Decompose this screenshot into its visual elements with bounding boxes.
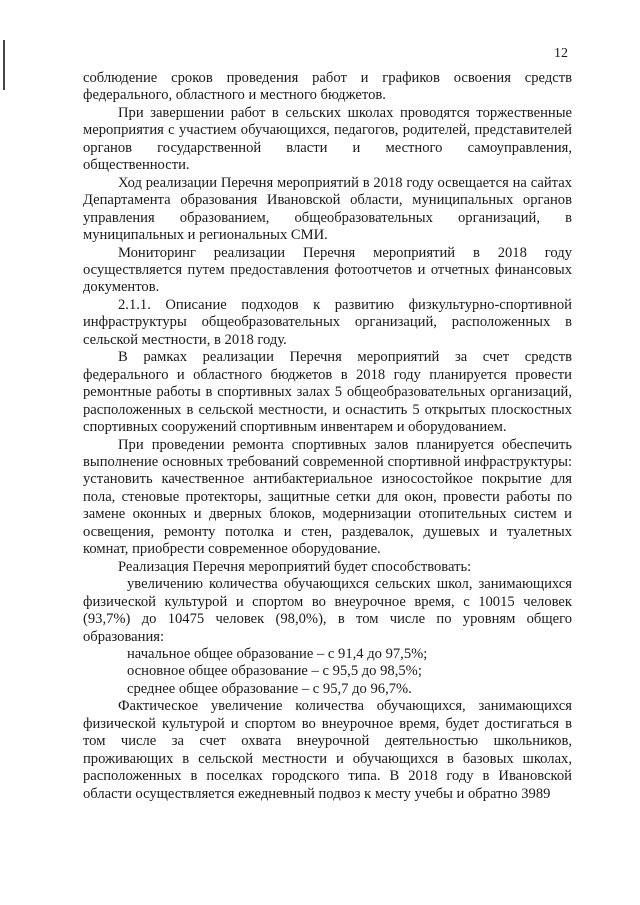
list-item-secondary-education: среднее общее образование – с 95,7 до 96,7%.	[127, 680, 412, 697]
scan-edge-mark	[3, 40, 5, 90]
document-body	[83, 70, 572, 803]
paragraph-budget-continuation: соблюдение сроков проведения работ и графиков освоения средств федерального, областного и местного бюджетов.	[83, 70, 572, 104]
list-item-basic-education: основное общее образование – с 95,5 до 98,5%;	[127, 663, 422, 680]
paragraph-media-coverage: Ход реализации Перечня мероприятий в 2018 году освещается на сайтах Департамента образования Ивановской области, муниципальных органов управления образованием, общеобразовательных организаций, в муниципальных и региональных СМИ.	[83, 174, 572, 244]
paragraph-actual-increase: Фактическое увеличение количества обучающихся, занимающихся физической культурой и спортом во внеурочное время, будет достигаться в том числе за счет охвата внеурочной деятельностью школьников, проживающих в сельской местности и обучающихся в базовых школах, расположенных в поселках городского типа. В 2018 году в Ивановской области осуществляется ежедневный подвоз к месту учебы и обратно 3989	[83, 698, 572, 802]
paragraph-contribution-intro: Реализация Перечня мероприятий будет способствовать:	[118, 558, 472, 575]
paragraph-monitoring: Мониторинг реализации Перечня мероприятий в 2018 году осуществляется путем предоставления фотоотчетов и отчетных финансовых документов.	[83, 244, 572, 296]
list-item-primary-education: начальное общее образование – с 91,4 до 97,5%;	[127, 645, 428, 662]
paragraph-ceremonies: При завершении работ в сельских школах проводятся торжественные мероприятия с участием обучающихся, педагогов, родителей, представителей органов государственной власти и местного самоуправления, общественности.	[83, 104, 572, 174]
paragraph-repair-plan: В рамках реализации Перечня мероприятий за счет средств федерального и областного бюджетов в 2018 году планируется провести ремонтные работы в спортивных залах 5 общеобразовательных организаций, расположенных в сельской местности, и оснастить 5 открытых плоскостных спортивных сооружений спортивным инвентарем и оборудованием.	[83, 349, 572, 436]
section-heading-2-1-1: 2.1.1. Описание подходов к развитию физкультурно-спортивной инфраструктуры общеобразовательных организаций, расположенных в сельской местности, в 2018 году.	[83, 296, 572, 348]
paragraph-repair-requirements: При проведении ремонта спортивных залов планируется обеспечить выполнение основных требований современной спортивной инфраструктуры: установить качественное антибактериальное износостойкое покрытие для пола, стеновые протекторы, защитные сетки для окон, провести работы по замене оконных и дверных блоков, модернизации отопительных систем и освещения, ремонту потолка и стен, раздевалок, душевых и туалетных комнат, приобрести современное оборудование.	[83, 436, 572, 558]
paragraph-increase-students: увеличению количества обучающихся сельских школ, занимающихся физической культурой и спортом во внеурочное время, с 10015 человек (93,7%) до 10475 человек (98,0%), в том числе по уровням общего образования:	[83, 576, 572, 645]
page-number: 12	[554, 46, 568, 61]
